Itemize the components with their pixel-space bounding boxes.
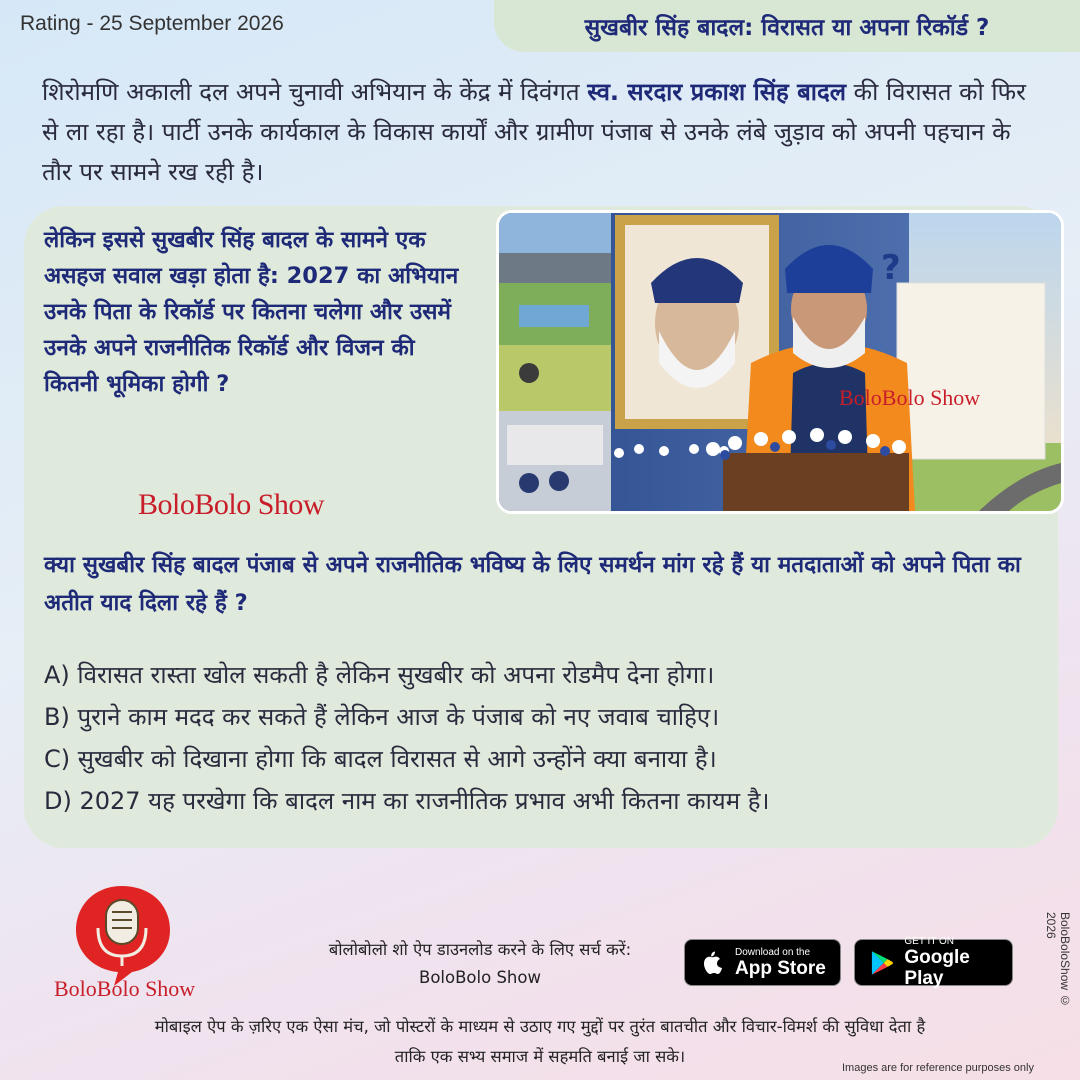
app-store-caption: Download on the — [735, 946, 811, 958]
poll-option-a[interactable]: A) विरासत रास्ता खोल सकती है लेकिन सुखबीर को अपना रोडमैप देना होगा। — [44, 661, 715, 689]
poll-option-c[interactable]: C) सुखबीर को दिखाना होगा कि बादल विरासत से आगे उन्होंने क्या बनाया है। — [44, 745, 717, 773]
tagline-line-1: मोबाइल ऐप के ज़रिए एक ऐसा मंच, जो पोस्टरों के माध्यम से उठाए गए मुद्दों पर तुरंत बातचीत और विचार-विमर्श की सुविधा देता है — [154, 1017, 926, 1036]
brand-logo — [54, 882, 214, 1002]
brand-watermark: BoloBolo Show — [138, 488, 325, 521]
post-title: सुखबीर सिंह बादल: विरासत या अपना रिकॉर्ड ? — [494, 0, 1080, 52]
photo-watermark: BoloBolo Show — [839, 385, 981, 410]
post-date: Rating - 25 September 2026 — [20, 12, 284, 35]
google-play-icon — [867, 948, 896, 978]
intro-highlight-name: स्व. सरदार प्रकाश सिंह बादल — [587, 78, 847, 106]
photo-question-mark: ? — [881, 248, 901, 288]
leaders-photo — [496, 210, 1064, 514]
microphone-icon — [106, 900, 138, 944]
download-line: बोलोबोलो शो ऐप डाउनलोड करने के लिए सर्च करें: — [328, 940, 632, 959]
google-play-caption: GET IT ON — [904, 936, 955, 947]
google-play-label: Google Play — [904, 947, 970, 989]
google-play-button[interactable] — [854, 936, 1013, 989]
logo-text: BoloBolo Show — [54, 976, 196, 1001]
search-term: BoloBolo Show — [419, 968, 541, 987]
poll-option-d[interactable]: D) 2027 यह परखेगा कि बादल नाम का राजनीतिक प्रभाव अभी कितना कायम है। — [44, 787, 770, 815]
poll-option-b[interactable]: B) पुराने काम मदद कर सकते हैं लेकिन आज के पंजाब को नए जवाब चाहिए। — [44, 703, 720, 731]
copyright-notice: BoloBoloShow © 2026 — [1044, 912, 1072, 1008]
intro-paragraph — [42, 72, 1042, 192]
app-store-label: App Store — [735, 957, 826, 979]
poll-options — [44, 654, 1044, 822]
main-question: लेकिन इससे सुखबीर सिंह बादल के सामने एक असहज सवाल खड़ा होता है: 2027 का अभियान उनके पिता के रिकॉर्ड पर कितना चलेगा और उसमें उनके अपने राजनीतिक रिकॉर्ड और विजन की कितनी भूमिका होगी ? — [44, 227, 459, 397]
download-instructions — [290, 936, 670, 992]
intro-rest: की विरासत को फिर से ला रहा है। पार्टी उनके कार्यकाल के विकास कार्यों और ग्रामीण पंजाब से उनके लंबे जुड़ाव को अपनी पहचान के तौर पर सामने रख रही है। — [42, 78, 1026, 186]
poll-question: क्या सुखबीर सिंह बादल पंजाब से अपने राजनीतिक भविष्य के लिए समर्थन मांग रहे हैं या मतदाताओं को अपने पिता का अतीत याद दिला रहे हैं ? — [44, 552, 1021, 616]
image-disclaimer: Images are for reference purposes only — [842, 1062, 1034, 1074]
tagline-line-2: ताकि एक सभ्य समाज में सहमति बनाई जा सके। — [394, 1047, 686, 1066]
apple-icon — [697, 948, 727, 978]
intro-lead: शिरोमणि अकाली दल अपने चुनावी अभियान के केंद्र में दिवंगत — [42, 78, 580, 106]
app-store-button[interactable] — [684, 939, 841, 986]
